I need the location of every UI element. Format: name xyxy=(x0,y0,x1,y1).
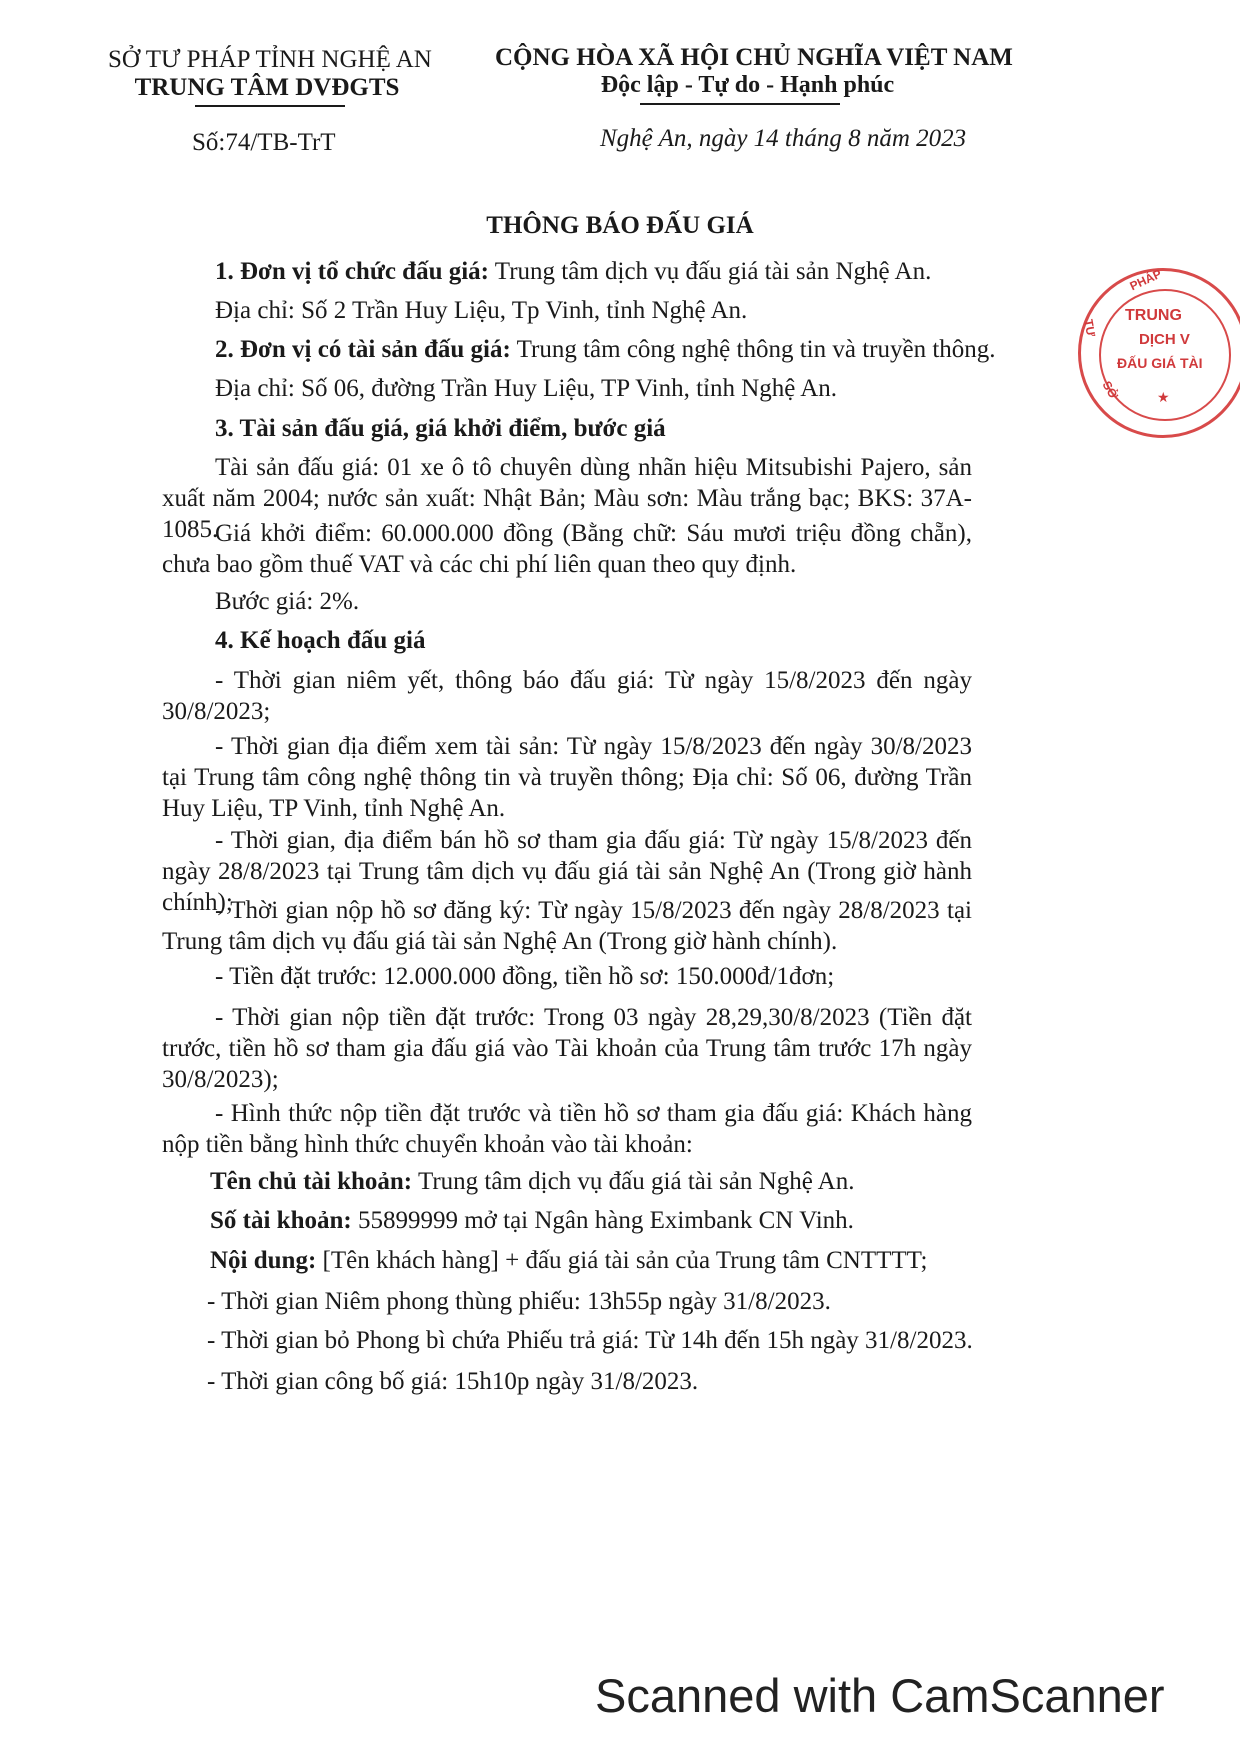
section-4-heading: 4. Kế hoạch đấu giá xyxy=(215,627,426,654)
plan-item-announce-time: - Thời gian công bố giá: 15h10p ngày 31/8/2023. xyxy=(207,1368,699,1395)
red-stamp xyxy=(1078,268,1240,438)
plan-item-viewing: - Thời gian địa điểm xem tài sản: Từ ngày 15/8/2023 đến ngày 30/8/2023 tại Trung tâm công nghệ thông tin và truyền thông; Địa chỉ: Số 06, đường Trần Huy Liệu, TP Vinh, tỉnh Nghệ An. xyxy=(162,733,972,822)
section-1-heading: 1. Đơn vị tổ chức đấu giá: xyxy=(215,258,489,285)
plan-item-deposit-time: - Thời gian nộp tiền đặt trước: Trong 03 ngày 28,29,30/8/2023 (Tiền đặt trước, tiền hồ sơ tham gia đấu giá vào Tài khoản của Trung tâm trước 17h ngày 30/8/2023); xyxy=(162,1004,972,1093)
plan-item-payment-method: - Hình thức nộp tiền đặt trước và tiền hồ sơ tham gia đấu giá: Khách hàng nộp tiền bằng hình thức chuyển khoản vào tài khoản: xyxy=(162,1100,972,1158)
stamp-line-1: TRUNG xyxy=(1125,307,1182,324)
plan-item-registration: - Thời gian nộp hồ sơ đăng ký: Từ ngày 15/8/2023 đến ngày 28/8/2023 tại Trung tâm dịch vụ đấu giá tài sản Nghệ An (Trong giờ hành chính). xyxy=(162,897,972,955)
section-3-starting-price: Giá khởi điểm: 60.000.000 đồng (Bằng chữ: Sáu mươi triệu đồng chẵn), chưa bao gồm thuế VAT và các chi phí liên quan theo quy định. xyxy=(162,520,972,578)
stamp-line-2: DỊCH V xyxy=(1139,331,1190,348)
section-2-address: Địa chỉ: Số 06, đường Trần Huy Liệu, TP Vinh, tỉnh Nghệ An. xyxy=(215,375,838,402)
section-1 xyxy=(215,258,931,286)
center-name: TRUNG TÂM DVĐGTS xyxy=(134,74,400,101)
stamp-arc-bottom: SỞ xyxy=(1099,378,1121,402)
section-1-address: Địa chỉ: Số 2 Trần Huy Liệu, Tp Vinh, tỉnh Nghệ An. xyxy=(215,297,748,324)
transfer-content-label: Nội dung: xyxy=(210,1247,317,1274)
section-2 xyxy=(215,336,996,364)
stamp-arc-top: PHÁP xyxy=(1127,266,1164,294)
center-name-underline xyxy=(195,105,345,107)
national-motto: Độc lập - Tự do - Hạnh phúc xyxy=(600,72,895,98)
transfer-content-value: [Tên khách hàng] + đấu giá tài sản của Trung tâm CNTTTT; xyxy=(316,1247,928,1274)
section-1-value: Trung tâm dịch vụ đấu giá tài sản Nghệ An. xyxy=(489,258,932,285)
plan-item-deposit: - Tiền đặt trước: 12.000.000 đồng, tiền hồ sơ: 150.000đ/1đơn; xyxy=(215,963,835,990)
document-date: Nghệ An, ngày 14 tháng 8 năm 2023 xyxy=(600,125,967,152)
plan-item-dossier-sale: - Thời gian, địa điểm bán hồ sơ tham gia đấu giá: Từ ngày 15/8/2023 đến ngày 28/8/2023 tại Trung tâm dịch vụ đấu giá tài sản Nghệ An (Trong giờ hành chính); xyxy=(162,827,972,916)
account-name xyxy=(210,1168,854,1196)
stamp-star-icon: ★ xyxy=(1157,389,1170,405)
account-name-value: Trung tâm dịch vụ đấu giá tài sản Nghệ An. xyxy=(412,1168,855,1195)
plan-item-envelope-time: - Thời gian bỏ Phong bì chứa Phiếu trả giá: Từ 14h đến 15h ngày 31/8/2023. xyxy=(207,1327,973,1354)
national-title: CỘNG HÒA XÃ HỘI CHỦ NGHĨA VIỆT NAM xyxy=(495,44,1013,71)
section-2-heading: 2. Đơn vị có tài sản đấu giá: xyxy=(215,336,511,363)
account-number-value: 55899999 mở tại Ngân hàng Eximbank CN Vinh. xyxy=(351,1207,854,1234)
page-title: THÔNG BÁO ĐẤU GIÁ xyxy=(486,212,754,239)
section-2-value: Trung tâm công nghệ thông tin và truyền thông. xyxy=(510,336,996,363)
section-3-step: Bước giá: 2%. xyxy=(215,588,360,615)
account-name-label: Tên chủ tài khoản: xyxy=(210,1168,413,1195)
transfer-content xyxy=(210,1247,927,1275)
stamp-line-3: ĐẤU GIÁ TÀI xyxy=(1117,355,1203,371)
stamp-arc-left: TƯ xyxy=(1081,318,1099,338)
section-3-heading: 3. Tài sản đấu giá, giá khởi điểm, bước giá xyxy=(215,415,666,442)
account-number-label: Số tài khoản: xyxy=(210,1207,352,1234)
account-number xyxy=(210,1207,854,1235)
national-motto-underline xyxy=(640,103,840,105)
scanner-watermark: Scanned with CamScanner xyxy=(595,1669,1165,1722)
plan-item-seal-time: - Thời gian Niêm phong thùng phiếu: 13h55p ngày 31/8/2023. xyxy=(207,1288,831,1315)
department-name: SỞ TƯ PHÁP TỈNH NGHỆ AN xyxy=(108,46,432,73)
plan-item-listing: - Thời gian niêm yết, thông báo đấu giá: Từ ngày 15/8/2023 đến ngày 30/8/2023; xyxy=(162,667,972,725)
section-3-asset: Tài sản đấu giá: 01 xe ô tô chuyên dùng nhãn hiệu Mitsubishi Pajero, sản xuất năm 2004; nước sản xuất: Nhật Bản; Màu sơn: Màu trắng bạc; BKS: 37A-1085. xyxy=(162,454,972,543)
document-number: Số:74/TB-TrT xyxy=(192,129,336,156)
